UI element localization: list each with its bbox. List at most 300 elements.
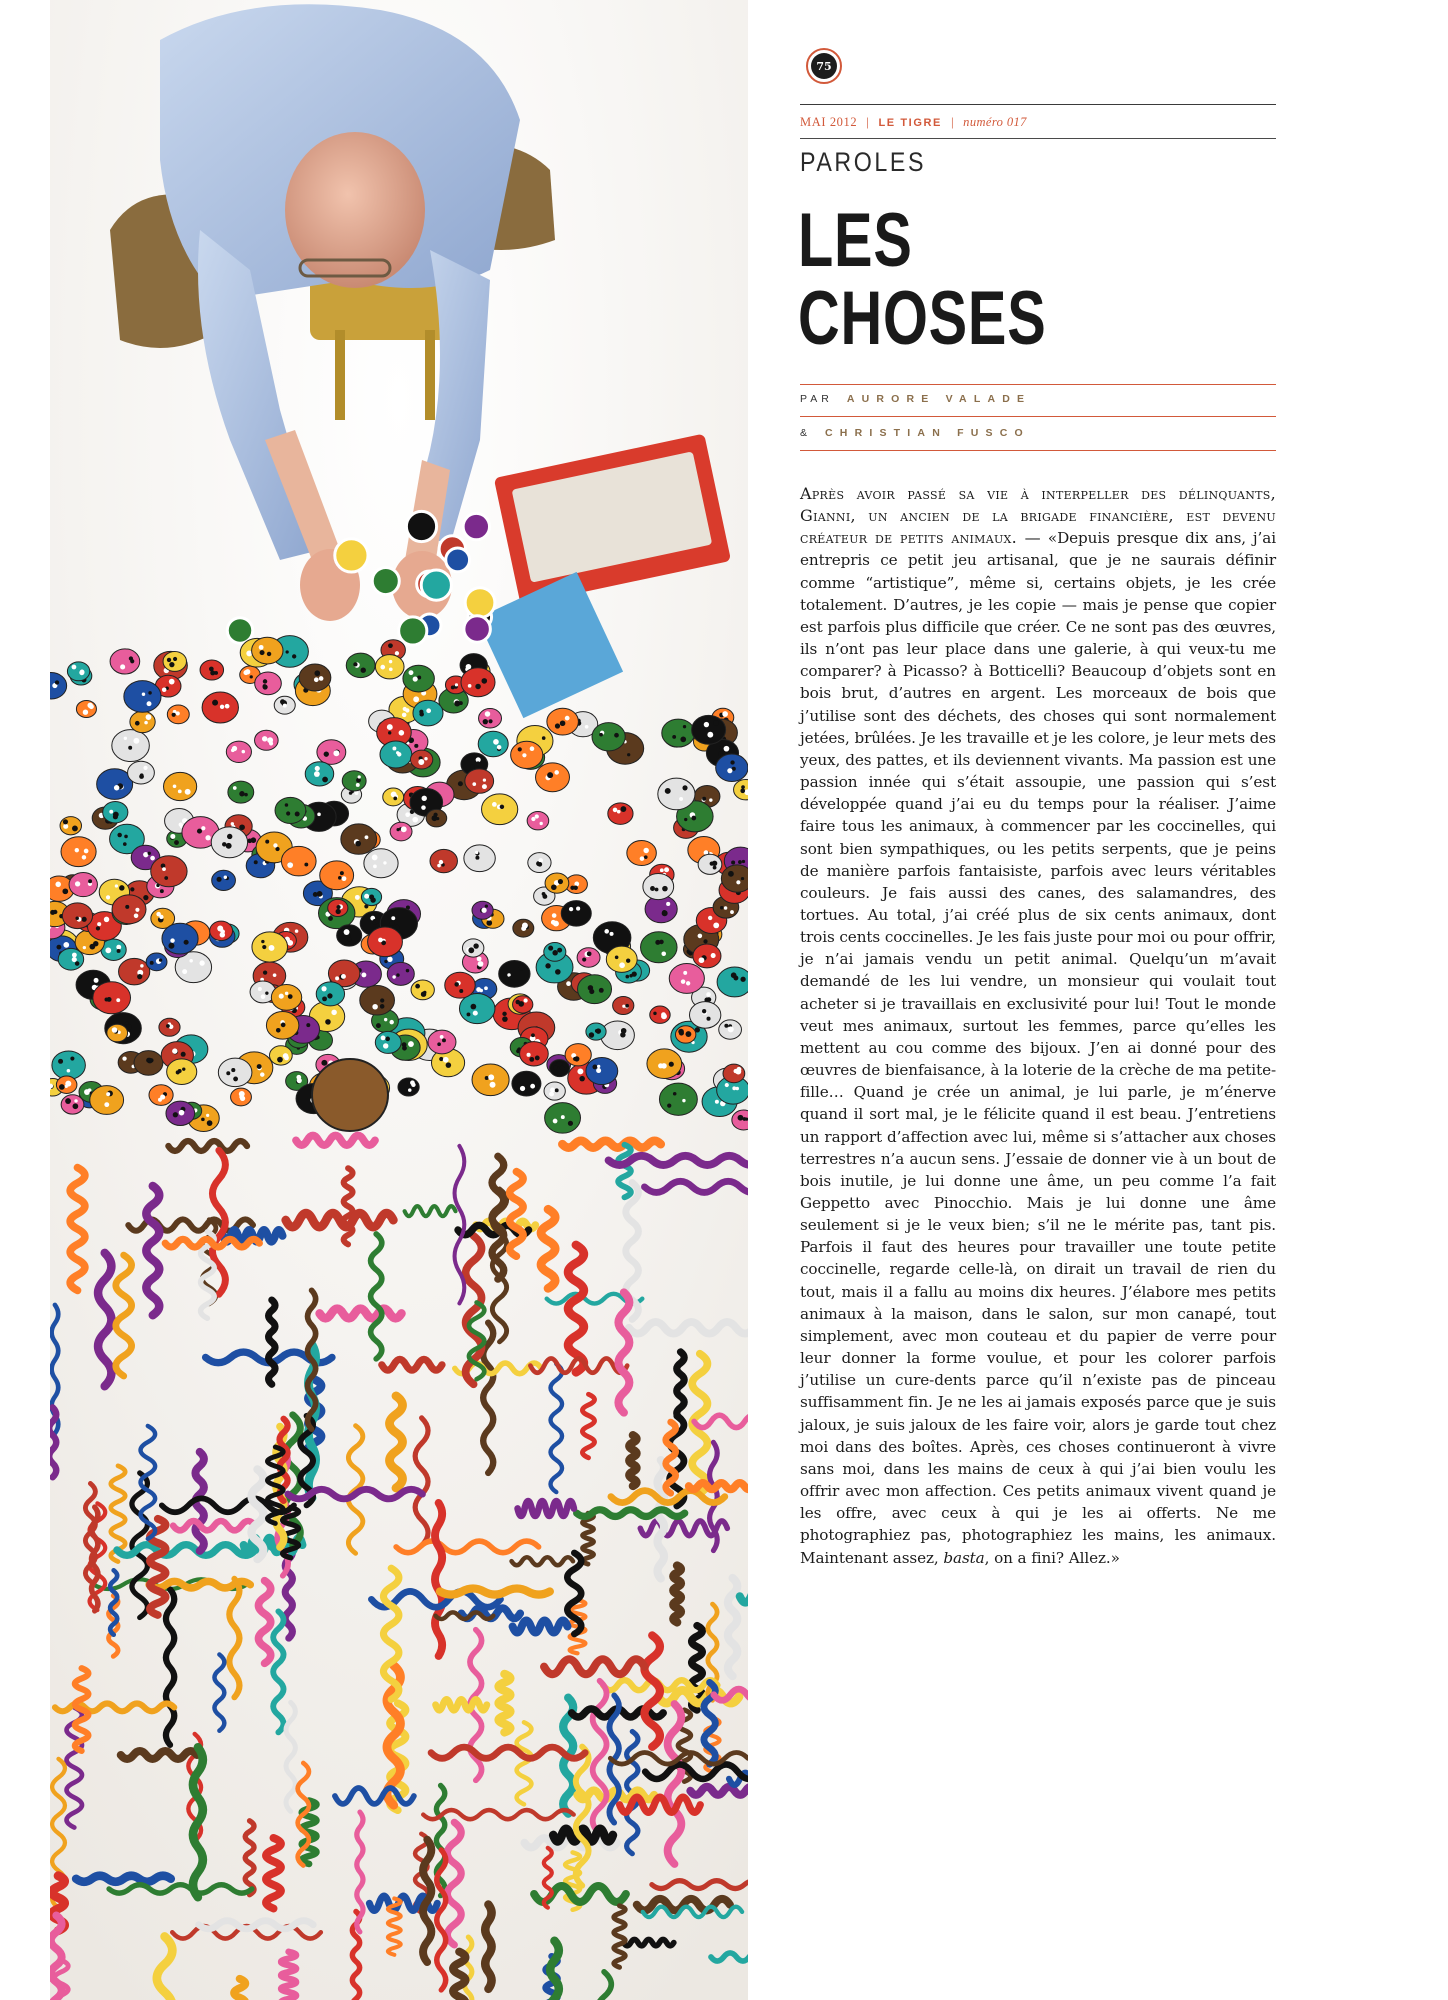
ladybug-spot [422, 796, 427, 801]
ladybug [641, 932, 678, 963]
ladybug-spot [520, 1086, 525, 1091]
byline-rule-1 [800, 384, 1276, 385]
ladybug-spot [384, 960, 387, 963]
ladybug-spot [84, 849, 89, 854]
ladybug-spot [582, 958, 586, 962]
page-number: 75 [811, 53, 837, 79]
ladybug [461, 668, 495, 697]
ladybug-spot [224, 876, 227, 879]
ladybug-spot [281, 1023, 286, 1028]
ladybug-spot [613, 808, 618, 813]
issue-number: numéro 017 [963, 115, 1027, 129]
ladybug-spot [72, 665, 77, 670]
ladybug-spot [261, 940, 264, 943]
ladybug-spot [82, 917, 87, 922]
ladybug-spot [160, 1095, 165, 1100]
article-basta: basta [943, 1548, 985, 1567]
ladybug-spot [172, 713, 176, 717]
ladybug-spot [65, 1098, 71, 1104]
ladybug-spot [424, 757, 427, 760]
ladybug-spot [709, 798, 712, 801]
ladybug-spot [381, 1036, 386, 1041]
ladybug-spot [116, 945, 121, 950]
ladybug-spot [217, 877, 222, 882]
ladybug [601, 1021, 635, 1050]
ladybug-spot [182, 1067, 185, 1070]
ladybug-spot [387, 957, 392, 962]
ladybug-spot [65, 1081, 71, 1087]
ladybug-spot [615, 956, 619, 960]
ladybug [428, 1030, 456, 1054]
ladybug-spot [497, 745, 502, 750]
ladybug-spot [189, 959, 193, 963]
ladybug [61, 1095, 84, 1114]
ladybug-spot [472, 782, 476, 786]
ladybug-spot [485, 904, 488, 907]
ladybug-spot [326, 1021, 330, 1025]
ladybug-spot [483, 778, 486, 781]
ladybug-spot [679, 797, 683, 801]
ladybug-spot [597, 1065, 600, 1068]
ladybug-spot [58, 1059, 63, 1064]
ladybug-spot [314, 771, 320, 777]
ladybug-spot [658, 1063, 663, 1068]
ladybug-spot [493, 739, 499, 745]
ladybug-spot [179, 1110, 185, 1116]
ladybug-spot [408, 1088, 412, 1092]
ladybug [93, 982, 131, 1014]
ladybug-spot [276, 1028, 281, 1033]
ladybug-spot [267, 737, 273, 743]
ladybug-spot [129, 656, 133, 660]
ladybug-spot [713, 720, 719, 726]
ladybug-spot [724, 1024, 728, 1028]
ladybug-spot [706, 992, 711, 997]
ladybug-spot [437, 864, 441, 868]
ladybug-spot [160, 889, 164, 893]
ladybug-spot [254, 860, 258, 864]
ladybug-spot [699, 957, 705, 963]
ladybug-spot [214, 671, 218, 675]
ladybug-spot [542, 894, 547, 899]
ladybug [212, 870, 236, 890]
ladybug-spot [415, 984, 420, 989]
ladybug-spot [109, 810, 113, 814]
ladybug [478, 731, 508, 757]
snake [423, 1840, 431, 1963]
ladybug-spot [732, 1086, 736, 1090]
ladybug-spot [106, 1092, 110, 1096]
ladybug-spot [322, 996, 327, 1001]
ladybug-spot [185, 789, 191, 795]
ladybug-spot [468, 947, 474, 953]
ladybug-spot [296, 1075, 301, 1080]
ladybug [255, 672, 282, 695]
ladybug-spot [523, 998, 527, 1002]
paint-jar [463, 513, 489, 539]
ladybug-spot [220, 705, 224, 709]
ladybug-spot [529, 1057, 534, 1062]
ladybug-spot [516, 1000, 521, 1005]
ladybug-spot [380, 1004, 385, 1009]
ladybug-spot [592, 1065, 597, 1070]
ladybug-spot [440, 1035, 444, 1039]
ladybug-spot [596, 1068, 601, 1073]
ladybug-spot [565, 716, 570, 721]
ladybug-spot [587, 951, 592, 956]
ladybug-spot [231, 748, 235, 752]
ladybug-spot [170, 834, 175, 839]
ladybug-spot [169, 679, 175, 685]
ladybug-spot [577, 1068, 583, 1074]
paint-jar [446, 548, 470, 572]
ladybug-spot [83, 710, 88, 715]
snake [673, 1566, 680, 1623]
ladybug-spot [338, 876, 342, 880]
ladybug-spot [75, 881, 80, 886]
ladybug [411, 980, 434, 1000]
ladybug-spot [137, 974, 142, 979]
ladybug-spot [106, 895, 110, 899]
byline-author-1 [800, 388, 1031, 410]
ladybug-spot [105, 947, 111, 953]
ladybug-spot [143, 895, 148, 900]
ladybug-spot [222, 842, 226, 846]
snake [658, 1460, 665, 1578]
snake [666, 1422, 676, 1493]
ladybug-spot [336, 909, 341, 914]
ladybug-spot [288, 994, 293, 999]
ladybug-spot [70, 1056, 74, 1060]
ladybug-spot [459, 989, 463, 993]
ladybug-spot [72, 953, 77, 958]
ladybug [360, 986, 395, 1016]
article-title [798, 198, 1047, 361]
ladybug-spot [451, 685, 455, 689]
lizard [149, 1581, 250, 1588]
lizard [562, 1141, 660, 1148]
ladybug-spot [148, 691, 151, 694]
ladybug-spot [233, 786, 237, 790]
ladybug-spot [321, 986, 326, 991]
ladybug-spot [530, 1084, 535, 1089]
ladybug-spot [75, 916, 79, 920]
ladybug-spot [184, 940, 189, 945]
ladybug-spot [589, 1032, 594, 1037]
ladybug-spot [475, 856, 479, 860]
ladybug-spot [273, 843, 277, 847]
ladybug-spot [566, 981, 571, 986]
ladybug-spot [245, 669, 250, 674]
ladybug-spot [341, 974, 346, 979]
ladybug-spot [666, 902, 670, 906]
ladybug-spot [226, 843, 232, 849]
ladybug-spot [552, 950, 557, 955]
ladybug-spot [390, 921, 395, 926]
ladybug-spot [231, 1068, 235, 1072]
ladybug-spot [356, 783, 360, 787]
ladybug-spot [643, 848, 648, 853]
cover-photo [50, 0, 748, 2000]
ladybug-spot [233, 1076, 238, 1081]
ladybug-spot [168, 943, 174, 949]
ladybug-spot [55, 882, 61, 888]
ladybug [723, 1064, 745, 1083]
ladybug-spot [468, 684, 472, 688]
ladybug-spot [364, 894, 369, 899]
ladybug [608, 803, 633, 824]
ladybug-spot [703, 939, 707, 943]
ladybug-spot [178, 789, 182, 793]
ladybug [60, 817, 81, 835]
ladybug [112, 730, 150, 762]
ladybug-spot [292, 654, 296, 658]
ladybug-spot [173, 1112, 178, 1117]
ladybug [462, 939, 483, 957]
ladybug-spot [484, 986, 488, 990]
ladybug-spot [115, 884, 118, 887]
ladybug-spot [275, 847, 279, 851]
ladybug-spot [55, 680, 59, 684]
ladybug-spot [247, 839, 252, 844]
ladybug-spot [164, 876, 168, 880]
ladybug [299, 664, 331, 691]
byline-author-2 [800, 422, 1030, 444]
ladybug-spot [730, 760, 734, 764]
ladybug-spot [661, 1013, 667, 1019]
ladybug-spot [162, 867, 166, 871]
ladybug-spot [361, 972, 366, 977]
ladybug [561, 901, 591, 927]
ladybug-spot [104, 1102, 109, 1107]
ladybug-spot [378, 938, 383, 943]
ladybug-spot [614, 733, 619, 738]
ladybug-spot [471, 1004, 477, 1010]
ladybug-spot [72, 957, 77, 962]
ladybug-spot [550, 1088, 555, 1093]
ladybug-spot [395, 925, 400, 930]
ladybug-spot [306, 1023, 310, 1027]
article-quote: «Depuis presque dix ans, j’ai entrepris ce petit jeu artisanal, que je ne saurais définir comme “artistique”, même si, certains objets, je les crée totalement. D’autres, je les copie — mais je pense que copier est parfois plus difficile que créer. Ce ne sont pas des œuvres, ils n’ont pas leur place dans une galerie, à qui veux-tu me comparer? à Picasso? à Botticelli? Beaucoup d’objets sont en bois brut, d’autres en argent. Les morceaux de bois que j’utilise sont des déchets, des choses qui sont normalement jetées, brûlées. Je les travaille et je les colore, je leur mets des yeux, des pattes, et ils deviennent vivants. Ma passion est une passion innée qui s’était assoupie, une passion qui s’est développée quand j’ai eu du temps pour la réaliser. J’aime faire tous les animaux, à commencer par les coccinelles, qui sont bien sympathiques, ou les petits serpents, que je peins de manière parfois fantaisiste, parfois avec leurs véritables couleurs. Je fais aussi des canes, des salamandres, des tortues. Au total, j’ai créé plus de six cents animaux, dont trois cents coccinelles. Je les fais juste pour moi ou pour offrir, je n’ai jamais vendu un petit animal. Quelqu’un m’avait demandé de les lui vendre, un monsieur qui voulait tout acheter si je travaillais en exclusivité pour lui! Tout le monde veut mes animaux, surtout les femmes, parce qu’elles les mettent au cou comme des bijoux. J’en ai donné pour des œuvres de bienfaisance, à la loterie de la crèche de ma petite-fille… Quand je crée un animal, je lui parle, je m’énerve quand il sort mal, je le félicite quand il est beau. J’entretiens un rapport d’affection avec lui, même si s’attacher aux choses terrestres n’a aucun sens. J’essaie de donner vie à un bout de bois inutile, je lui donne une âme, un peu comme l’a fait Geppetto avec Pinocchio. Mais je lui donne une âme seulement si je le veux bien; s’il ne le mérite pas, tant pis. Parfois il faut des heures pour travailler une toute petite coccinelle, regarde celle-là, on dirait un travail de rien du tout, mais il a fallu au moins dix heures. J’élabore mes petits animaux à la maison, dans le salon, sur mon canapé, tout simplement, avec mon couteau et du papier de verre pour leur donner la forme voulue, et pour les colorer parfois j’utilise un cure-dents parce qu’il n’existe pas de pinceau suffisamment fin. Je ne les ai jamais exposés parce que je suis jaloux, je suis jaloux de les faire voir, alors je garde tout chez moi dans des boîtes. Après, ces choses continueront à vivre sans moi, dans les mains de ceux à qui j’ai bien voulu les offrir avec mon affection. Ces petits animaux vivent quand je les offre, avec ceux à qui je les ai offerts. Ne me photographiez pas, photographiez les mains, les animaux. Maintenant assez, [800, 529, 1276, 1567]
ladybug [716, 754, 748, 781]
ladybug-spot [119, 885, 124, 890]
ladybug-spot [277, 1057, 283, 1063]
ladybug-spot [702, 797, 706, 801]
ladybug [112, 895, 146, 924]
ladybug-spot [142, 692, 145, 695]
ladybug-spot [259, 645, 264, 650]
ladybug-spot [283, 704, 287, 708]
ladybug-spot [72, 826, 78, 832]
ladybug-spot [661, 951, 666, 956]
ladybug-spot [269, 945, 275, 951]
ladybug [69, 873, 97, 897]
ladybug [398, 1078, 419, 1096]
ladybug-spot [473, 1011, 478, 1016]
ladybug-spot [530, 746, 535, 751]
ladybug-spot [225, 704, 230, 709]
ladybug-spot [682, 785, 687, 790]
ladybug-spot [599, 733, 603, 737]
ladybug-spot [531, 1033, 535, 1037]
ladybug-spot [691, 816, 696, 821]
ladybug-spot [265, 840, 269, 844]
ladybug-spot [727, 768, 732, 773]
ladybug [110, 649, 140, 674]
ladybug-spot [537, 862, 542, 867]
ladybug [662, 719, 695, 747]
ladybug-spot [706, 1017, 710, 1021]
ladybug-spot [555, 1088, 559, 1092]
ladybug-spot [664, 867, 669, 872]
ladybug-spot [414, 744, 418, 748]
ladybug-spot [117, 949, 121, 953]
ladybug-spot [554, 770, 559, 775]
ladybug-spot [396, 973, 399, 976]
ladybug-spot [250, 675, 253, 678]
ladybug [119, 958, 150, 985]
ladybug-spot [286, 811, 290, 815]
byline-rule-3 [800, 450, 1276, 451]
snake [199, 1921, 314, 1929]
article-body [800, 483, 1276, 1569]
ladybug [346, 653, 375, 678]
ladybug-spot [174, 840, 179, 845]
bald-head [285, 132, 425, 288]
ladybug-spot [116, 998, 120, 1002]
ladybug [163, 651, 186, 671]
ladybug-spot [388, 643, 392, 647]
ladybug-spot [80, 670, 85, 675]
snake [518, 1501, 574, 1516]
ladybug [226, 741, 251, 762]
ladybug-spot [355, 841, 361, 847]
ladybug-spot [446, 1062, 452, 1068]
ladybug [658, 778, 695, 810]
ladybug-spot [205, 835, 210, 840]
ladybug-spot [209, 667, 214, 672]
ladybug-spot [713, 866, 717, 870]
paint-jar [399, 617, 427, 645]
ladybug-spot [621, 806, 627, 812]
ladybug-spot [56, 945, 61, 950]
craftsman-with-painted-animals-photo [50, 0, 748, 2000]
ladybug-spot [521, 926, 526, 931]
ladybug-spot [242, 750, 246, 754]
ladybug-spot [263, 679, 267, 683]
ladybug-spot [454, 982, 458, 986]
ladybug-spot [672, 735, 676, 739]
ladybug-spot [405, 812, 410, 817]
ladybug-spot [107, 997, 112, 1002]
section-label: PAROLES [800, 147, 927, 177]
ladybug-spot [742, 860, 745, 863]
ladybug-spot [561, 1115, 565, 1119]
ladybug-spot [331, 1010, 336, 1015]
ladybug-spot [392, 747, 396, 751]
ladybug-spot [50, 910, 55, 915]
snake [173, 1521, 255, 1530]
ladybug-spot [475, 851, 478, 854]
ladybug-spot [734, 1069, 738, 1073]
article-column [800, 0, 1276, 2000]
ladybug-spot [169, 662, 174, 667]
article-paragraph [800, 483, 1276, 1569]
ladybug-spot [610, 932, 614, 936]
ladybug-spot [342, 876, 347, 881]
ladybug-spot [553, 1119, 558, 1124]
ladybug-spot [413, 696, 419, 702]
ladybug [164, 772, 197, 800]
ladybug-spot [535, 814, 539, 818]
ladybug-spot [135, 721, 140, 726]
ladybug-spot [265, 991, 268, 994]
ladybug-spot [557, 948, 562, 953]
ladybug [536, 763, 570, 792]
ladybug-spot [698, 934, 703, 939]
ladybug [275, 797, 306, 823]
ladybug-spot [718, 752, 723, 757]
title-line-2: CHOSES [798, 276, 1047, 361]
header-rule-top [800, 104, 1276, 105]
ladybug-spot [162, 687, 167, 692]
lizard [266, 1838, 281, 1909]
ladybug-spot [741, 877, 744, 880]
ladybug-spot [475, 684, 481, 690]
ladybug [520, 1042, 549, 1066]
ladybug-spot [335, 976, 339, 980]
ladybug-spot [156, 912, 161, 917]
ladybug-spot [181, 1052, 186, 1057]
ladybug [61, 837, 96, 867]
ladybug-spot [485, 1076, 489, 1080]
ladybug-spot [240, 1096, 245, 1101]
ladybug-spot [324, 810, 328, 814]
byline-prefix-1: PAR [800, 393, 833, 405]
ladybug-spot [740, 788, 745, 793]
ladybug-spot [150, 856, 155, 861]
ladybug-spot [125, 905, 129, 909]
ladybug-spot [89, 704, 94, 709]
ladybug-spot [724, 906, 728, 910]
ladybug-spot [197, 829, 202, 834]
ladybug-spot [399, 730, 405, 736]
ladybug [527, 812, 549, 830]
ladybug-spot [279, 994, 284, 999]
ladybug-spot [372, 1004, 378, 1010]
ladybug-spot [535, 1056, 540, 1061]
ladybug-spot [84, 1089, 90, 1095]
ladybug-spot [629, 974, 632, 977]
ladybug-spot [355, 895, 360, 900]
ladybug-spot [483, 719, 488, 724]
ladybug-spot [114, 785, 119, 790]
ladybug-spot [373, 864, 377, 868]
ladybug-spot [135, 908, 139, 912]
ladybug-spot [682, 1099, 685, 1102]
ladybug-spot [731, 861, 735, 865]
ladybug [577, 948, 600, 967]
lizard [121, 1751, 197, 1759]
ladybug-spot [599, 988, 604, 993]
ladybug-spot [409, 670, 414, 675]
ladybug-spot [380, 665, 385, 670]
ladybug-spot [553, 1066, 557, 1070]
ladybug [375, 655, 404, 679]
ladybug-spot [124, 835, 128, 839]
ladybug [341, 824, 377, 854]
ladybug-spot [262, 736, 267, 741]
